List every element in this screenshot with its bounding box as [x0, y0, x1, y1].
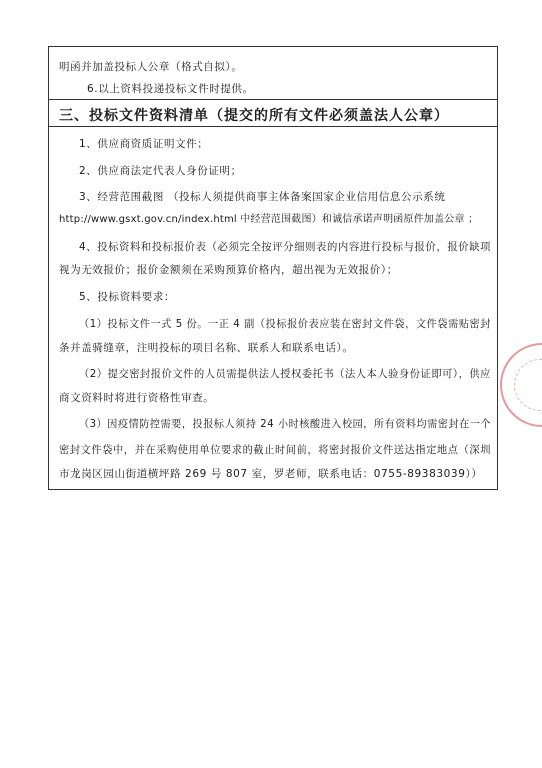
- list-item-continued: http://www.gsxt.gov.cn/index.html 中经营范围截图）和诚信承诺声明函原件加盖公章 ；: [59, 214, 479, 225]
- list-item: 2、供应商法定代表人身份证明；: [79, 165, 242, 177]
- requirement-item: （1）投标文件一式 5 份。一正 4 副（投标报价表应装在密封文件袋，文件袋需贴密封: [79, 318, 492, 330]
- requirement-item: （3）因疫情防控需要，投报标人须持 24 小时核酸进入校园，所有资料均需密封在一个: [79, 418, 492, 430]
- requirement-item-continued: 条并盖骑缝章，注明投标的项目名称、联系人和联系电话）。: [59, 342, 354, 354]
- list-item: 3、经营范围截图 （投标人须提供商事主体备案国家企业信用信息公示系统: [79, 191, 446, 203]
- list-item: 5、投标资料要求：: [79, 291, 176, 303]
- row-divider: [49, 99, 497, 100]
- requirement-item-continued: 市龙岗区园山街道横坪路 269 号 807 室，罗老师，联系电话：0755-89383039））: [59, 468, 483, 480]
- list-item: 4、投标资料和投标报价表（必须完全按评分细则表的内容进行投标与报价，报价缺项: [79, 241, 492, 253]
- section-heading: 三、投标文件资料清单（提交的所有文件必须盖法人公章）: [59, 108, 449, 124]
- document-table: [48, 46, 498, 490]
- list-item-continued: 视为无效报价；报价金额须在采购预算价格内，超出视为无效报价）；: [59, 264, 398, 276]
- requirement-item-continued: 密封文件袋中，并在采购使用单位要求的截止时间前，将密封报价文件送达指定地点（深圳: [59, 444, 492, 456]
- requirement-item: （2）提交密封报价文件的人员需提供法人授权委托书（法人本人验身份证即可），供应: [79, 368, 491, 380]
- text-line: 6.以上资料投递投标文件时提供。: [87, 83, 254, 95]
- red-seal-stamp: [500, 343, 542, 427]
- requirement-item-continued: 商文资料时将进行资格性审查。: [59, 392, 215, 404]
- text-line: 明函并加盖投标人公章（格式自拟）。: [59, 61, 243, 73]
- list-item: 1、供应商资质证明文件；: [79, 138, 209, 150]
- row-divider: [49, 126, 497, 127]
- seal-inner-ring: [514, 359, 542, 411]
